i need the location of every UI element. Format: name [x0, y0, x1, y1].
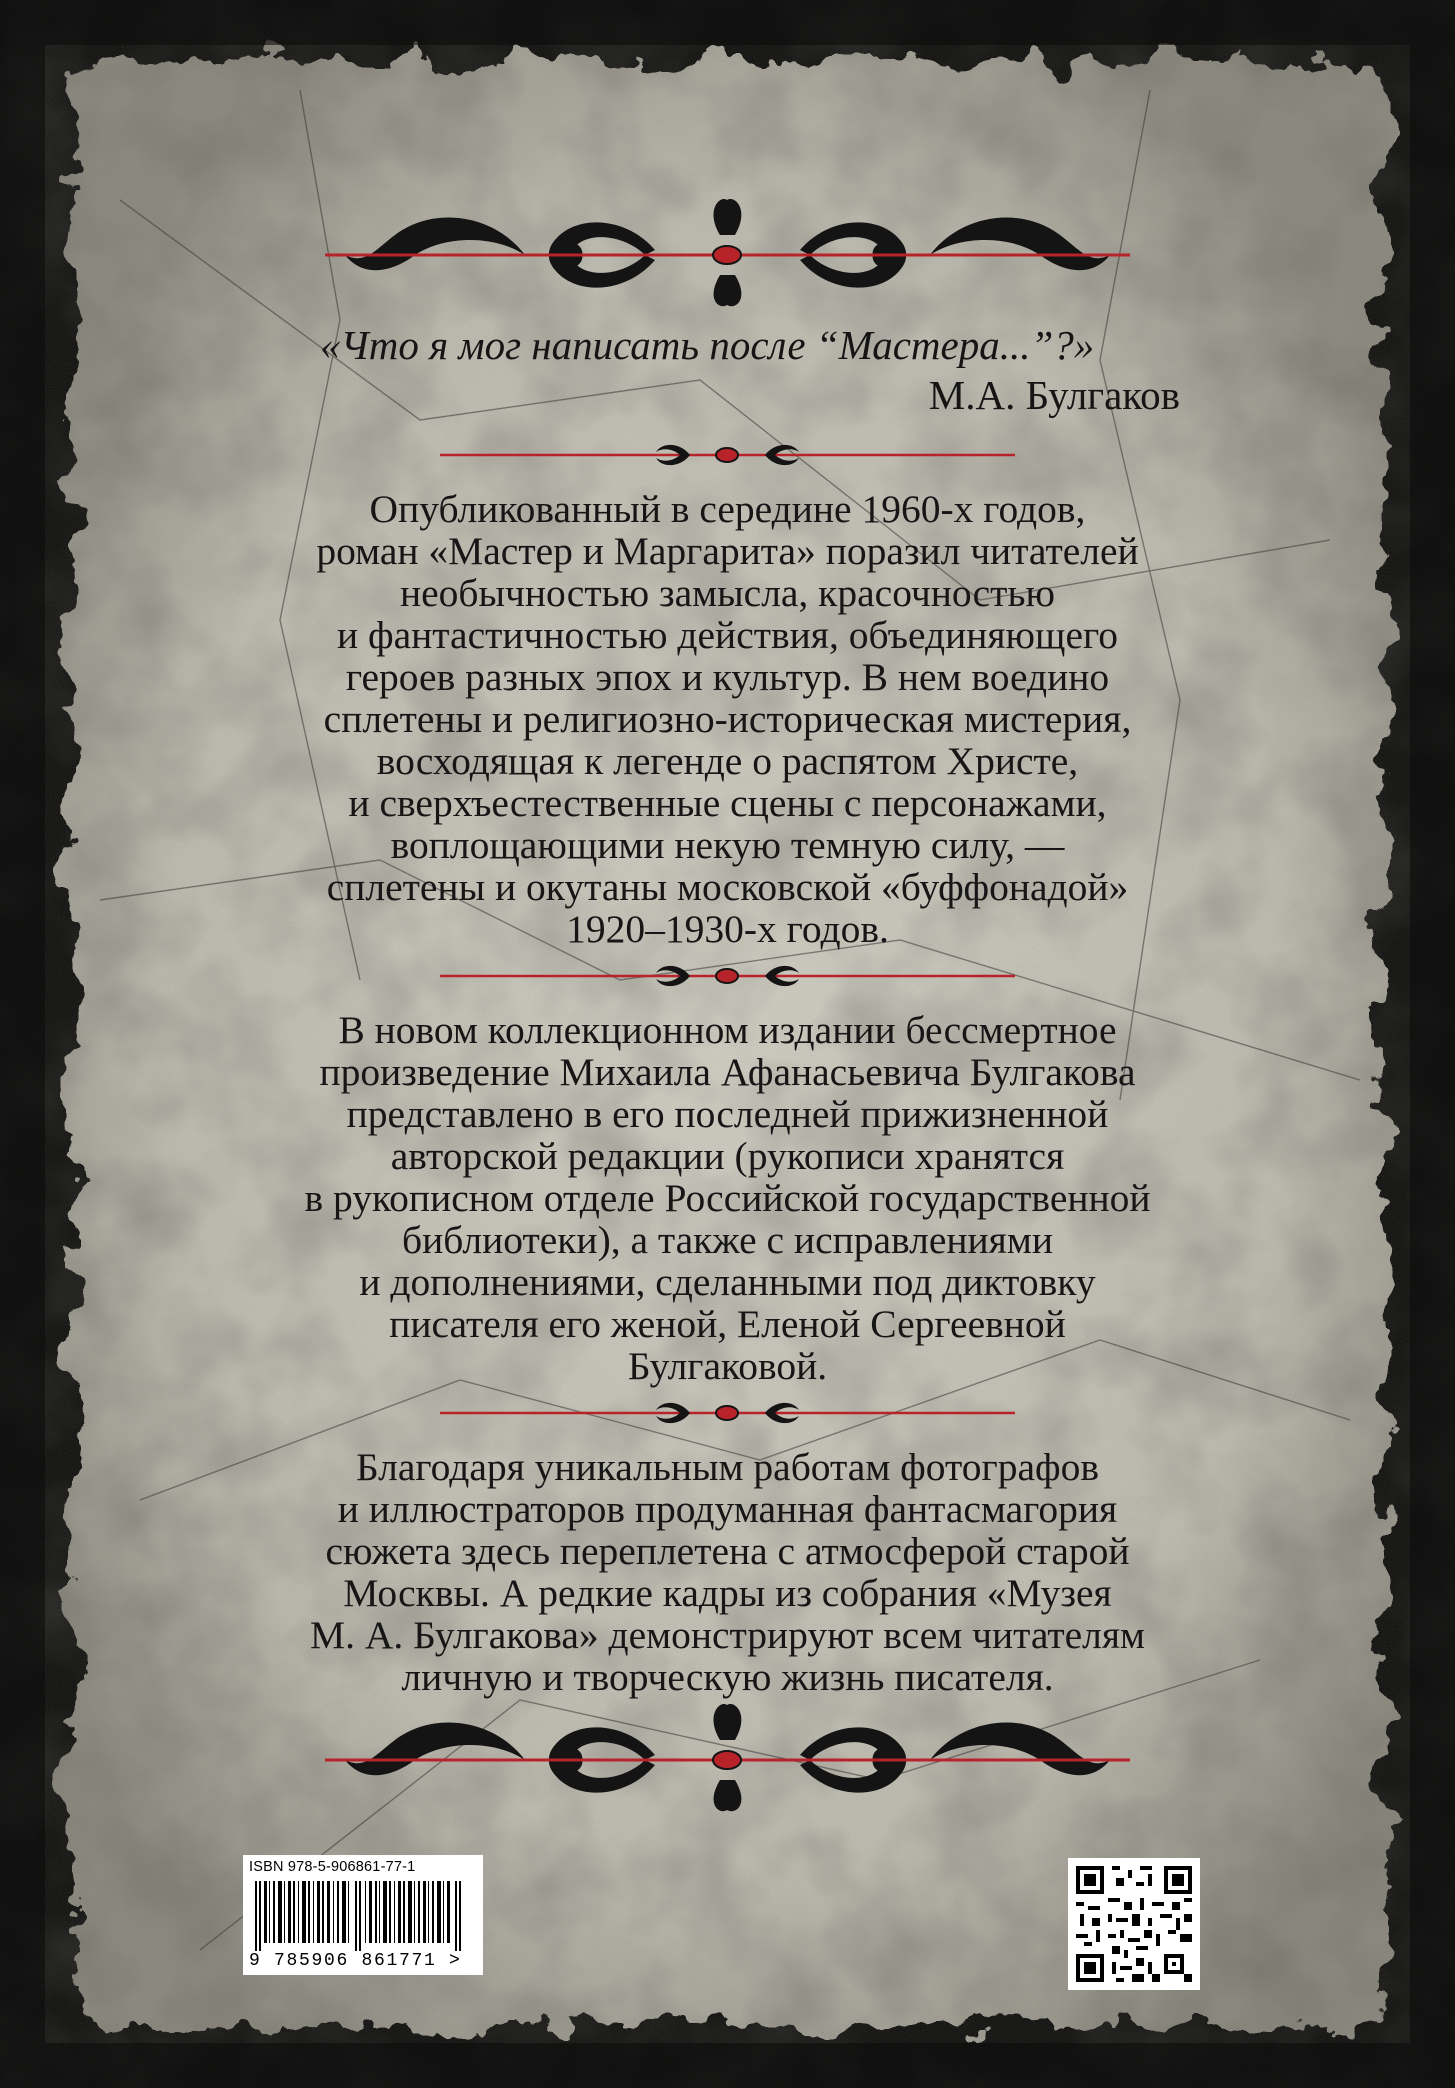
- epigraph-author: М.А. Булгаков: [928, 372, 1180, 418]
- text-line: М. А. Булгакова» демонстрируют всем читателям: [309, 1613, 1146, 1657]
- text-line: представлено в его последней прижизненной: [346, 1092, 1109, 1136]
- text-line: в рукописном отделе Российской государственной: [304, 1176, 1151, 1220]
- text-line: сюжета здесь переплетена с атмосферой старой: [325, 1529, 1130, 1573]
- barcode-icon: [255, 1881, 470, 1951]
- text-line: сплетены и окутаны московской «буффонадой»: [326, 865, 1129, 909]
- text-line: сплетены и религиозно-историческая мистерия,: [323, 697, 1132, 741]
- description-paragraph-2: [150, 1009, 1305, 1387]
- text-line: Благодаря уникальным работам фотографов: [356, 1445, 1099, 1489]
- text-line: Опубликованный в середине 1960-х годов,: [369, 487, 1086, 531]
- text-line: произведение Михаила Афанасьевича Булгакова: [319, 1050, 1136, 1094]
- flourish-ornament-icon: [325, 195, 1130, 310]
- text-line: воплощающими некую темную силу, —: [390, 823, 1065, 867]
- text-line: писателя его женой, Еленой Сергеевной: [389, 1302, 1066, 1346]
- small-flourish-divider-icon: [440, 438, 1015, 472]
- description-paragraph-3: [150, 1446, 1305, 1698]
- text-line: В новом коллекционном издании бессмертное: [338, 1008, 1117, 1052]
- text-line: и сверхъестественные сцены с персонажами,: [348, 781, 1107, 825]
- text-line: роман «Мастер и Маргарита» поразил читателей: [316, 529, 1139, 573]
- small-flourish-divider-icon: [440, 959, 1015, 993]
- text-line: и дополнениями, сделанными под диктовку: [359, 1260, 1096, 1304]
- text-line: необычностью замысла, красочностью: [400, 571, 1055, 615]
- isbn-digits: 9 785906 861771 >: [249, 1951, 462, 1971]
- isbn-barcode: [243, 1855, 483, 1975]
- text-line: восходящая к легенде о распятом Христе,: [376, 739, 1079, 783]
- small-flourish-divider-icon: [440, 1396, 1015, 1430]
- text-line: авторской редакции (рукописи хранятся: [390, 1134, 1065, 1178]
- epigraph-quote: «Что я мог написать после “Мастера...”?»: [320, 322, 1095, 368]
- text-line: героев разных эпох и культур. В нем воедино: [345, 655, 1110, 699]
- text-line: личную и творческую жизнь писателя.: [401, 1655, 1054, 1699]
- description-paragraph-1: [150, 488, 1305, 950]
- text-line: Москвы. А редкие кадры из собрания «Музея: [343, 1571, 1112, 1615]
- qr-code-icon: [1076, 1866, 1192, 1982]
- isbn-label: ISBN 978-5-906861-77-1: [249, 1859, 416, 1875]
- text-line: Булгаковой.: [627, 1344, 828, 1388]
- qr-code: [1068, 1858, 1200, 1990]
- flourish-ornament-icon: [325, 1700, 1130, 1815]
- text-line: библиотеки), а также с исправлениями: [402, 1218, 1053, 1262]
- text-line: и иллюстраторов продуманная фантасмагория: [337, 1487, 1118, 1531]
- text-line: и фантастичностью действия, объединяющего: [337, 613, 1118, 657]
- text-line: 1920–1930-х годов.: [566, 907, 889, 951]
